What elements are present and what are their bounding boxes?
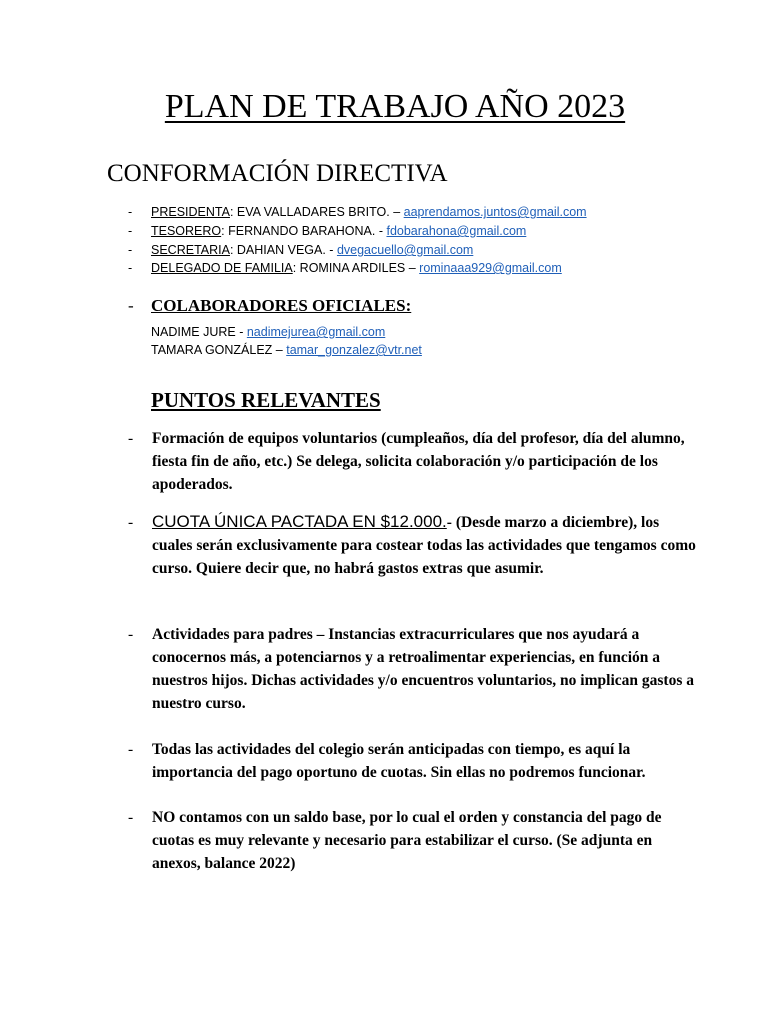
member-name: EVA VALLADARES BRITO. – — [236, 205, 404, 219]
member-delegado — [151, 259, 562, 277]
punto-equipos: Formación de equipos voluntarios (cumpleaños, día del profesor, día del alumno, fiesta fin de año, etc.) Se delega, solicita colaboración y/o participación de los apoderados. — [152, 430, 685, 493]
member-role: PRESIDENTA — [151, 205, 230, 219]
list-bullet: - — [128, 430, 134, 447]
list-bullet: - — [128, 205, 133, 219]
member-secretaria — [151, 241, 473, 259]
member-presidenta — [151, 203, 587, 221]
member-sep: : — [229, 205, 237, 219]
member-name: DAHIAN VEGA. - — [236, 243, 337, 257]
colaborador-email-link[interactable]: nadimejurea@gmail.com — [246, 325, 386, 339]
member-tesorero — [151, 222, 526, 240]
member-sep: : — [292, 261, 300, 275]
colaborador-nadime — [151, 323, 385, 341]
punto-actividades: Actividades para padres – Instancias extracurriculares que nos ayudará a conocernos más, a potenciarnos y a retroalimentar experiencias, en función a nuestros hijos. Dichas actividades y/o encuentros voluntarios, no implican gastos a nuestro curso. — [152, 626, 694, 712]
member-sep: : — [221, 224, 229, 238]
cuota-lead: CUOTA ÚNICA PACTADA EN $12.000. — [152, 512, 447, 531]
punto-colegio: Todas las actividades del colegio serán anticipadas con tiempo, es aquí la importancia del pago oportuno de cuotas. Sin ellas no podremos funcionar. — [152, 741, 646, 781]
member-name: FERNANDO BARAHONA. - — [228, 224, 387, 238]
member-sep: : — [229, 243, 237, 257]
punto-saldo: NO contamos con un saldo base, por lo cual el orden y constancia del pago de cuotas es muy relevante y necesario para estabilizar el curso. (Se adjunta en anexos, balance 2022) — [152, 809, 662, 872]
colaborador-name: TAMARA GONZÁLEZ – — [151, 343, 287, 357]
member-role: SECRETARIA — [151, 243, 230, 257]
colaboradores-heading: COLABORADORES OFICIALES: — [151, 296, 412, 315]
document-title: PLAN DE TRABAJO AÑO 2023 — [164, 88, 626, 125]
puntos-heading: PUNTOS RELEVANTES — [151, 388, 381, 412]
list-bullet: - — [128, 809, 134, 826]
list-bullet: - — [128, 296, 134, 315]
list-bullet: - — [128, 514, 134, 531]
list-bullet: - — [128, 261, 133, 275]
list-bullet: - — [128, 626, 134, 643]
cuota-text: - (Desde marzo a diciembre), los cuales serán exclusivamente para costear todas las actividades que tengamos como curso. Quiere decir que, no habrá gastos extras que asumir. — [152, 514, 696, 577]
member-email-link[interactable]: dvegacuello@gmail.com — [336, 243, 474, 257]
member-name: ROMINA ARDILES – — [299, 261, 420, 275]
member-email-link[interactable]: rominaaa929@gmail.com — [419, 261, 562, 275]
directiva-heading: CONFORMACIÓN DIRECTIVA — [107, 160, 448, 187]
punto-cuota — [152, 510, 697, 580]
colaborador-name: NADIME JURE - — [151, 325, 247, 339]
member-role: DELEGADO DE FAMILIA — [151, 261, 293, 275]
member-email-link[interactable]: fdobarahona@gmail.com — [386, 224, 527, 238]
list-bullet: - — [128, 224, 133, 238]
list-bullet: - — [128, 243, 133, 257]
member-role: TESORERO — [151, 224, 222, 238]
colaborador-tamara — [151, 341, 422, 359]
colaborador-email-link[interactable]: tamar_gonzalez@vtr.net — [286, 343, 422, 357]
list-bullet: - — [128, 741, 134, 758]
member-email-link[interactable]: aaprendamos.juntos@gmail.com — [403, 205, 587, 219]
